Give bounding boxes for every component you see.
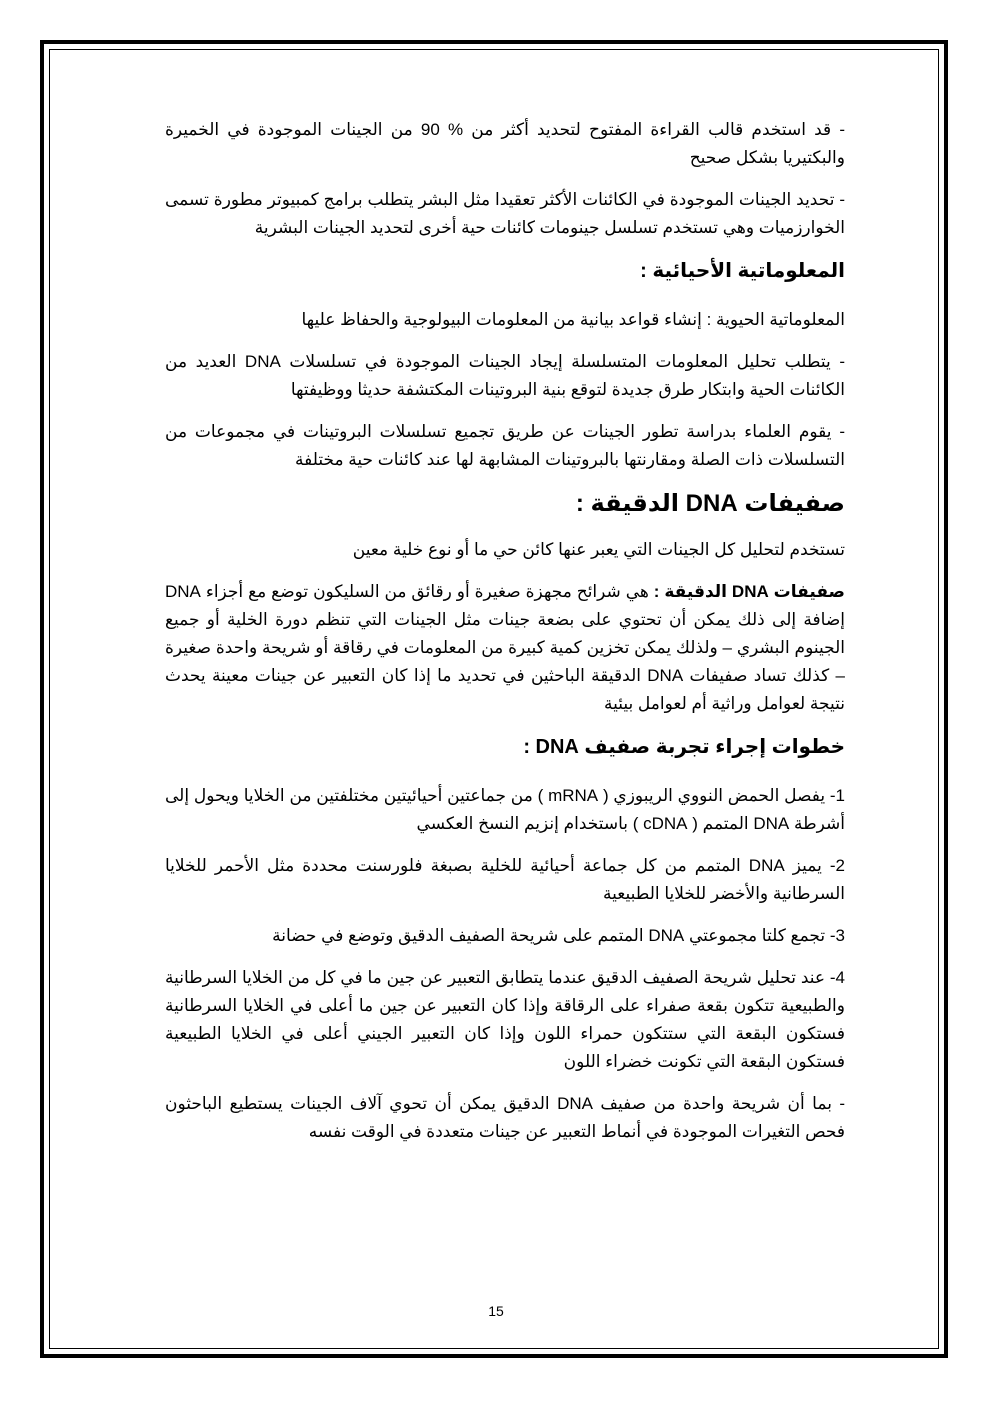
heading-bioinformatics: المعلوماتية الأحيائية : (640, 260, 845, 282)
page-number: 15 (488, 1303, 504, 1319)
paragraph-bioinformatics-definition: المعلوماتية الحيوية : إنشاء قواعد بيانية من المعلومات البيولوجية والحفاظ عليها (301, 310, 845, 329)
step-2: 2- يميز DNA المتمم من كل جماعة أحيائية للخلية بصبغة فلورسنت محددة مثل الأحمر للخلايا السرطانية والأخضر للخلايا الطبيعية (165, 856, 845, 903)
step-1: 1- يفصل الحمض النووي الريبوزي ( mRNA ) من جماعتين أحيائيتين مختلفتين من الخلايا ويحول إلى أشرطة DNA المتمم ( cDNA ) باستخدام إنزيم النسخ العكسي (165, 786, 845, 833)
paragraph-microarray-use: تستخدم لتحليل كل الجينات التي يعبر عنها كائن حي ما أو نوع خلية معين (352, 540, 845, 559)
paragraph-microarray-definition (165, 578, 845, 718)
heading-dna-microarrays: صفيفات DNA الدقيقة : (575, 490, 845, 517)
microarray-definition-term: صفيفات DNA الدقيقة : (653, 582, 845, 601)
microarray-definition-text: هي شرائح مجهزة صغيرة أو رقائق من السليكون توضع مع أجزاء DNA إضافة إلى ذلك يمكن أن تحتوي على بضعة جينات مثل الجينات التي تنظم دورة الخلية أو جميع الجينوم البشري – ولذلك يمكن تخزين كمية كبيرة من المعلومات في رقاقة أو شريحة واحدة صغيرة – كذلك تساد صفيفات DNA الدقيقة الباحثين في تحديد ما إذا كان التعبير عن جينات معينة يحدث نتيجة لعوامل وراثية أم لعوامل بيئية (165, 582, 845, 713)
paragraph-conclusion: - بما أن شريحة واحدة من صفيف DNA الدقيق يمكن أن تحوي آلاف الجينات يستطيع الباحثون فحص التغيرات الموجودة في أنماط التعبير عن جينات متعددة في الوقت نفسه (165, 1094, 845, 1141)
paragraph-gene-evolution: - يقوم العلماء بدراسة تطور الجينات عن طريق تجميع تسلسلات البروتينات في مجموعات من التسلسلات ذات الصلة ومقارنتها بالبروتينات المشابهة لها عند كائنات حية مختلفة (165, 422, 845, 469)
step-4: 4- عند تحليل شريحة الصفيف الدقيق عندما يتطابق التعبير عن جين ما في كل من الخلايا السرطانية والطبيعية تتكون بقعة صفراء على الرقاقة وإذا كان التعبير عن جين ما أعلى في الخلايا السرطانية فستكون البقعة التي ستتكون حمراء اللون وإذا كان التعبير الجيني أعلى في الخلايا الطبيعية فستكون البقعة التي تكونت خضراء اللون (165, 968, 845, 1071)
heading-experiment-steps: خطوات إجراء تجربة صفيف DNA : (523, 736, 845, 758)
paragraph-complex-organisms: - تحديد الجينات الموجودة في الكائنات الأكثر تعقيدا مثل البشر يتطلب برامج كمبيوتر مطورة تسمى الخوارزميات وهي تستخدم تسلسل جينومات كائنات حية أخرى لتحديد الجينات البشرية (165, 190, 845, 237)
document-body (165, 116, 845, 1160)
paragraph-open-reading-frame: - قد استخدم قالب القراءة المفتوح لتحديد أكثر من % 90 من الجينات الموجودة في الخميرة والبكتيريا بشكل صحيح (165, 120, 845, 167)
paragraph-sequence-analysis: - يتطلب تحليل المعلومات المتسلسلة إيجاد الجينات الموجودة في تسلسلات DNA العديد من الكائنات الحية وابتكار طرق جديدة لتوقع بنية البروتينات المكتشفة حديثا ووظيفتها (165, 352, 845, 399)
step-3: 3- تجمع كلتا مجموعتي DNA المتمم على شريحة الصفيف الدقيق وتوضع في حضانة (272, 926, 845, 945)
